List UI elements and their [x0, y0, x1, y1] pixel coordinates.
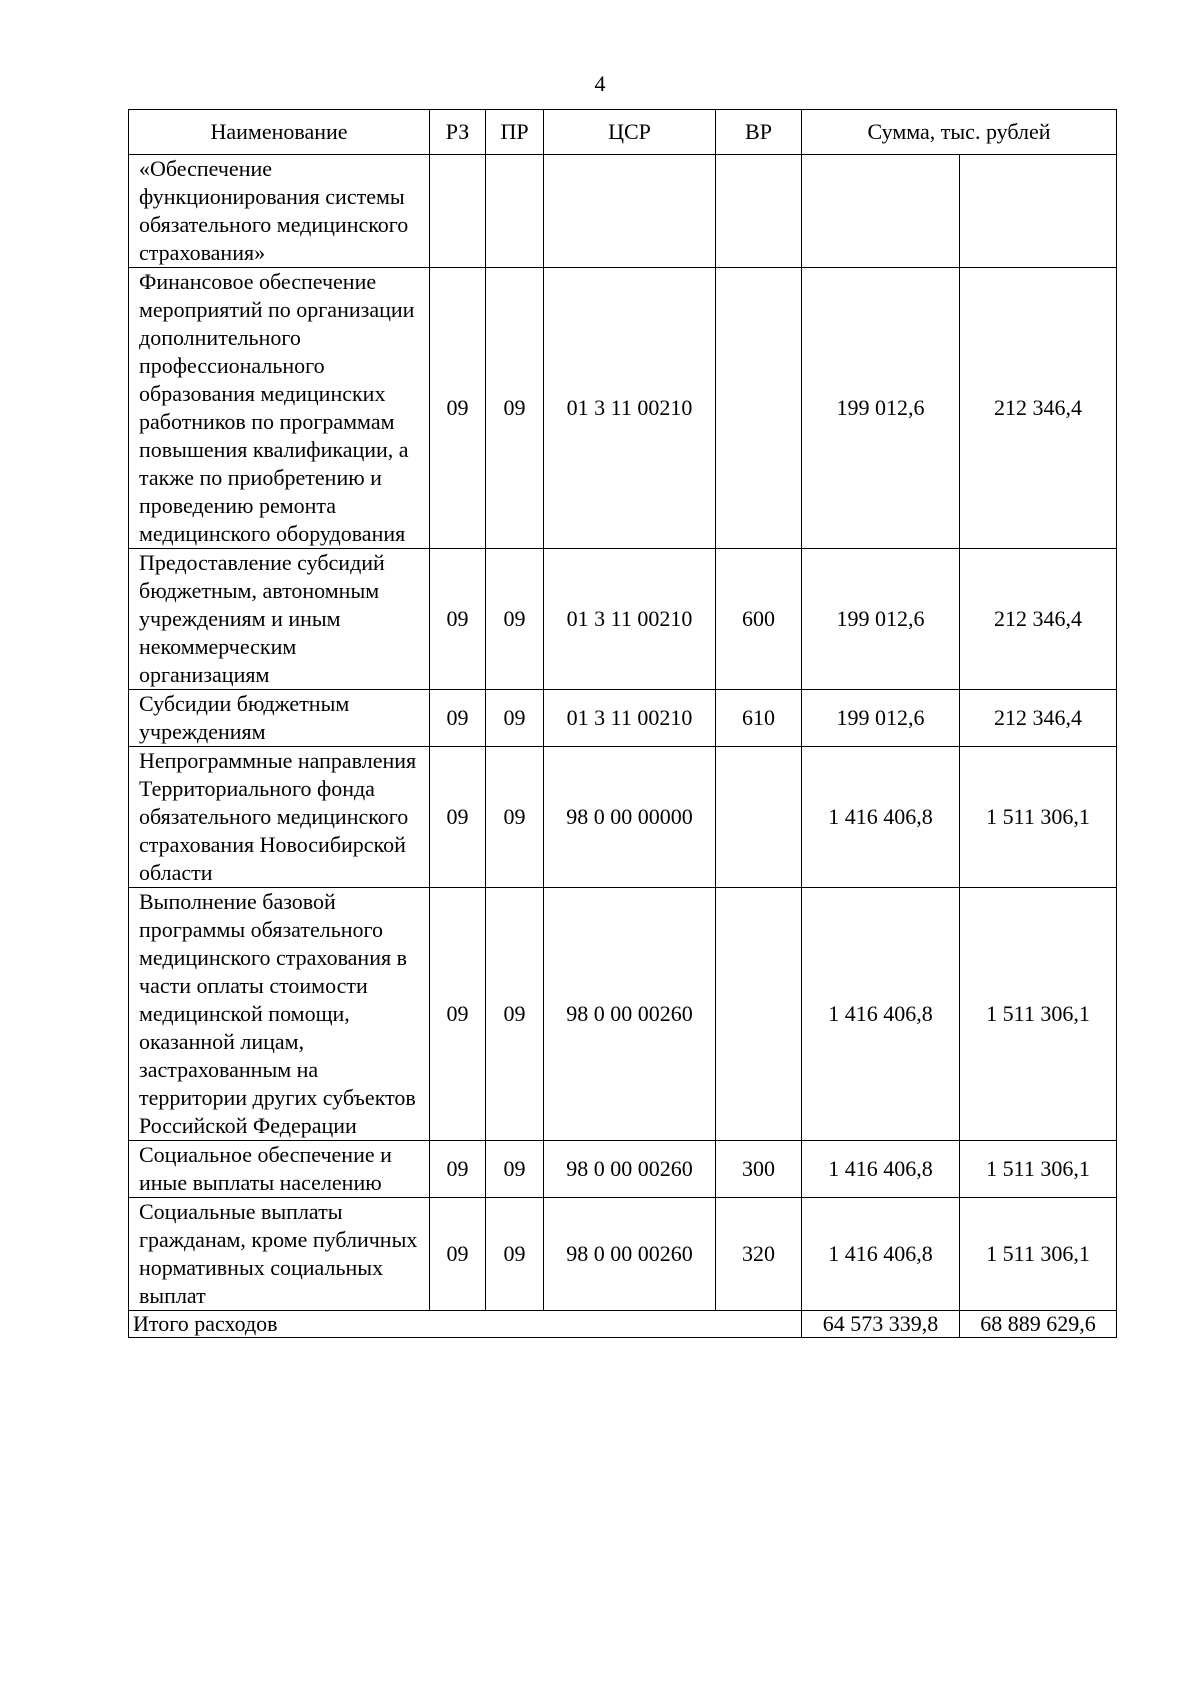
row-vr: 600 — [716, 549, 802, 690]
total-label: Итого расходов — [129, 1311, 802, 1338]
row-pr: 09 — [486, 747, 544, 888]
row-vr — [716, 268, 802, 549]
row-pr: 09 — [486, 1198, 544, 1311]
row-csr — [544, 155, 716, 268]
row-sum-1: 1 416 406,8 — [802, 888, 960, 1141]
table-row — [129, 1141, 1117, 1198]
budget-table — [128, 109, 1117, 1338]
header-rz: РЗ — [430, 110, 486, 155]
row-csr: 98 0 00 00260 — [544, 888, 716, 1141]
row-name: Социальные выплаты гражданам, кроме публичных нормативных социальных выплат — [129, 1198, 430, 1311]
total-row — [129, 1311, 1117, 1338]
page-number: 4 — [594, 71, 606, 96]
row-name: «Обеспечение функционирования системы обязательного медицинского страхования» — [129, 155, 430, 268]
row-sum-1: 199 012,6 — [802, 690, 960, 747]
row-sum-1: 199 012,6 — [802, 549, 960, 690]
row-csr: 98 0 00 00260 — [544, 1198, 716, 1311]
row-vr — [716, 155, 802, 268]
row-sum-1: 199 012,6 — [802, 268, 960, 549]
row-rz: 09 — [430, 747, 486, 888]
total-sum-1: 64 573 339,8 — [802, 1311, 960, 1338]
table-row — [129, 888, 1117, 1141]
row-rz: 09 — [430, 1198, 486, 1311]
header-name: Наименование — [129, 110, 430, 155]
row-rz — [430, 155, 486, 268]
row-pr: 09 — [486, 1141, 544, 1198]
header-pr: ПР — [486, 110, 544, 155]
row-csr: 01 3 11 00210 — [544, 549, 716, 690]
row-pr — [486, 155, 544, 268]
row-sum-2: 1 511 306,1 — [960, 1198, 1117, 1311]
row-vr: 610 — [716, 690, 802, 747]
row-sum-2: 212 346,4 — [960, 549, 1117, 690]
table-row — [129, 1198, 1117, 1311]
row-name: Субсидии бюджетным учреждениям — [129, 690, 430, 747]
row-rz: 09 — [430, 690, 486, 747]
table-row — [129, 747, 1117, 888]
table-row — [129, 268, 1117, 549]
row-csr: 01 3 11 00210 — [544, 268, 716, 549]
row-sum-2: 212 346,4 — [960, 268, 1117, 549]
row-pr: 09 — [486, 888, 544, 1141]
row-sum-2 — [960, 155, 1117, 268]
row-vr — [716, 747, 802, 888]
row-name: Социальное обеспечение и иные выплаты населению — [129, 1141, 430, 1198]
row-pr: 09 — [486, 690, 544, 747]
row-sum-2: 1 511 306,1 — [960, 747, 1117, 888]
row-rz: 09 — [430, 1141, 486, 1198]
row-csr: 98 0 00 00260 — [544, 1141, 716, 1198]
table-row — [129, 155, 1117, 268]
row-name: Непрограммные направления Территориального фонда обязательного медицинского страхования Новосибирской области — [129, 747, 430, 888]
row-sum-2: 212 346,4 — [960, 690, 1117, 747]
row-rz: 09 — [430, 268, 486, 549]
table-row — [129, 690, 1117, 747]
row-csr: 98 0 00 00000 — [544, 747, 716, 888]
row-rz: 09 — [430, 888, 486, 1141]
row-vr — [716, 888, 802, 1141]
header-vr: ВР — [716, 110, 802, 155]
row-sum-1 — [802, 155, 960, 268]
row-pr: 09 — [486, 549, 544, 690]
total-sum-2: 68 889 629,6 — [960, 1311, 1117, 1338]
row-vr: 300 — [716, 1141, 802, 1198]
table-row — [129, 549, 1117, 690]
row-sum-1: 1 416 406,8 — [802, 747, 960, 888]
row-sum-2: 1 511 306,1 — [960, 888, 1117, 1141]
row-name: Предоставление субсидий бюджетным, автономным учреждениям и иным некоммерческим организациям — [129, 549, 430, 690]
row-sum-1: 1 416 406,8 — [802, 1198, 960, 1311]
row-name: Финансовое обеспечение мероприятий по организации дополнительного профессионального образования медицинских работников по программам повышения квалификации, а также по приобретению и проведению ремонта медицинского оборудования — [129, 268, 430, 549]
row-pr: 09 — [486, 268, 544, 549]
row-rz: 09 — [430, 549, 486, 690]
header-csr: ЦСР — [544, 110, 716, 155]
row-name: Выполнение базовой программы обязательного медицинского страхования в части оплаты стоимости медицинской помощи, оказанной лицам, застрахованным на территории других субъектов Российской Федерации — [129, 888, 430, 1141]
row-sum-1: 1 416 406,8 — [802, 1141, 960, 1198]
header-sum: Сумма, тыс. рублей — [802, 110, 1117, 155]
table-header-row — [129, 110, 1117, 155]
row-csr: 01 3 11 00210 — [544, 690, 716, 747]
row-vr: 320 — [716, 1198, 802, 1311]
row-sum-2: 1 511 306,1 — [960, 1141, 1117, 1198]
